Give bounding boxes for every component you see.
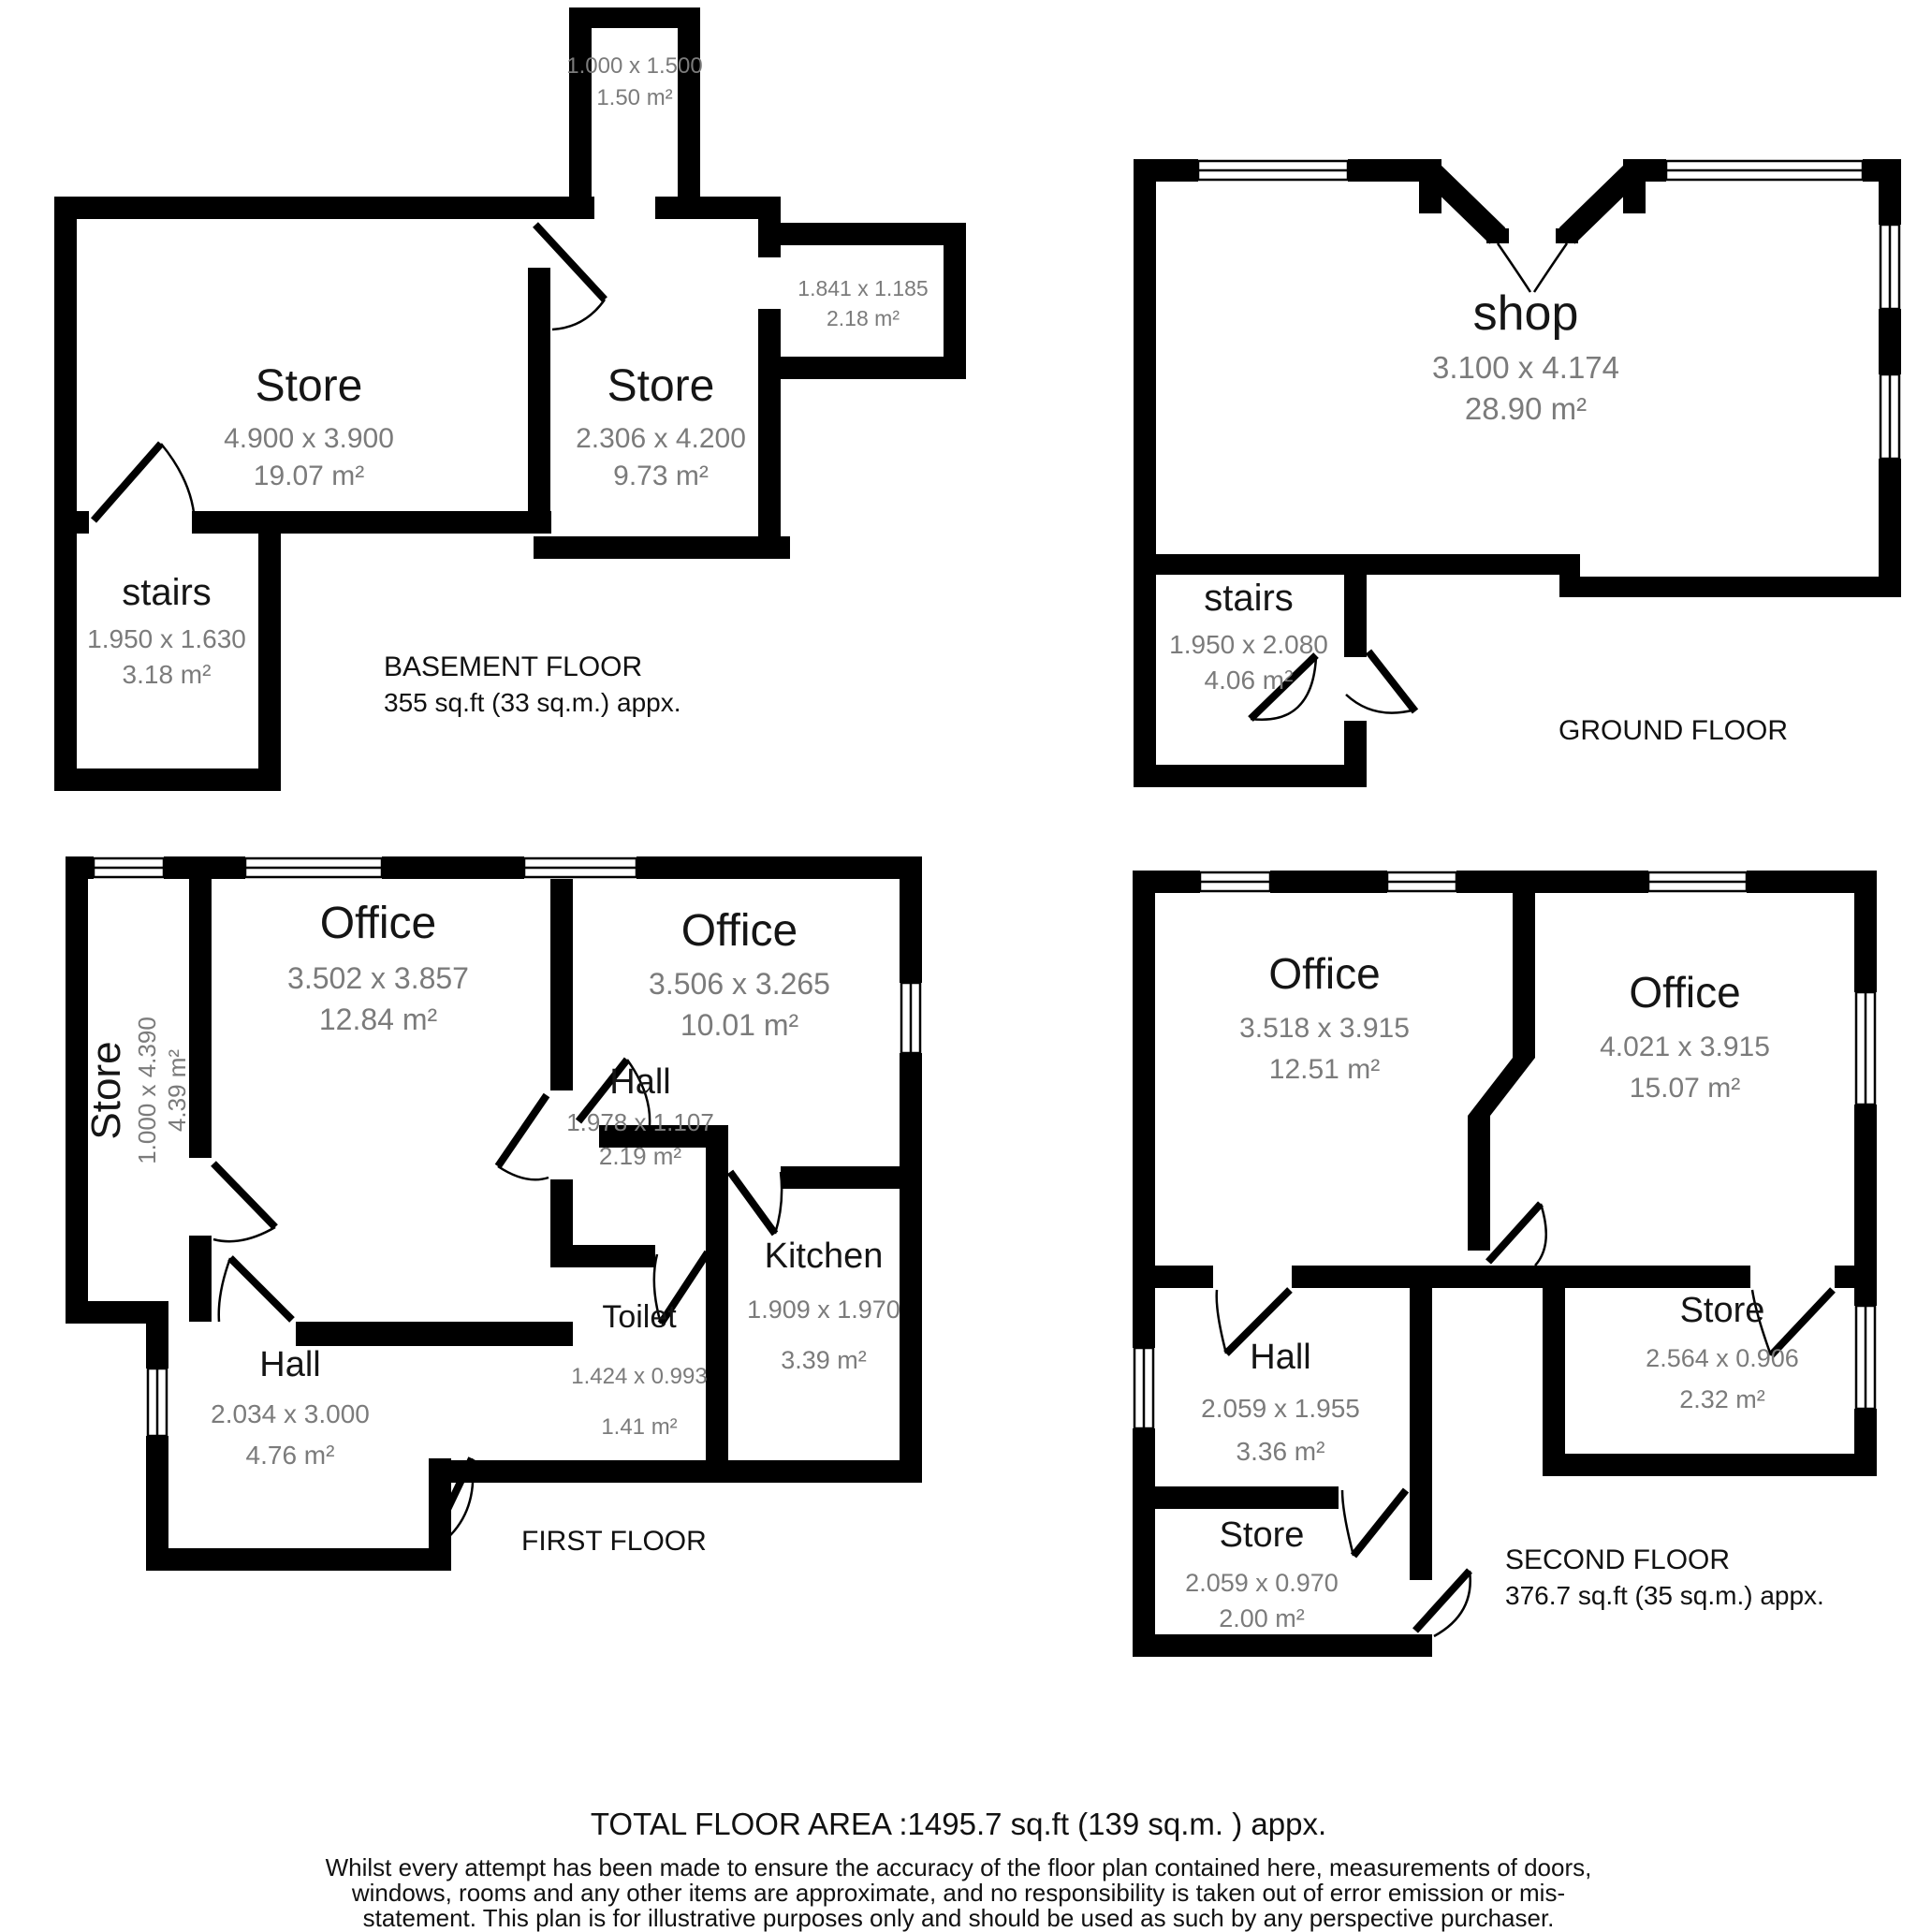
door-leaf — [730, 1172, 775, 1234]
room-dims: 1.978 x 1.107 — [566, 1108, 714, 1136]
window — [148, 1368, 167, 1436]
window — [1856, 1306, 1875, 1409]
room-name: Store — [1679, 1291, 1765, 1330]
door-arc — [161, 444, 195, 532]
room-name: shop — [1472, 286, 1579, 341]
room-area: 12.51 m² — [1268, 1054, 1381, 1085]
window — [1200, 872, 1270, 891]
floor-caption: GROUND FLOOR — [1558, 715, 1789, 746]
room-dims: 1.000 x 4.390 — [133, 1017, 161, 1164]
door-arc — [775, 1172, 782, 1234]
door-leaf — [94, 444, 161, 520]
window — [245, 858, 382, 877]
entrance-door-leaf — [1534, 243, 1567, 292]
door-leaf — [230, 1258, 292, 1320]
room-name: Hall — [609, 1062, 671, 1102]
room-dims: 1.000 x 1.500 — [566, 53, 703, 79]
room-area: 19.07 m² — [253, 461, 365, 491]
ground-floor-plan — [1134, 159, 1901, 787]
floor-caption: FIRST FLOOR — [521, 1526, 707, 1557]
room-dims: 1.950 x 2.080 — [1169, 630, 1328, 659]
room-area: 3.39 m² — [781, 1346, 867, 1374]
second-labels — [1185, 949, 1824, 1632]
footer — [0, 1807, 1917, 1931]
first-floor-plan — [66, 856, 922, 1571]
room-dims: 2.564 x 0.906 — [1646, 1344, 1799, 1372]
room-name: Store — [607, 361, 715, 411]
room-dims: 4.021 x 3.915 — [1600, 1032, 1770, 1062]
door-arc — [1217, 1290, 1226, 1354]
basement-labels — [87, 53, 929, 717]
room-dims: 1.841 x 1.185 — [798, 276, 929, 300]
room-dims: 1.424 x 0.993 — [571, 1364, 708, 1389]
room-area: 9.73 m² — [613, 461, 709, 491]
room-area: 4.76 m² — [245, 1441, 335, 1470]
window — [1880, 225, 1899, 309]
room-name: Hall — [1250, 1338, 1311, 1377]
window — [1387, 872, 1456, 891]
room-area: 15.07 m² — [1629, 1073, 1741, 1104]
room-dims: 3.100 x 4.174 — [1432, 350, 1619, 385]
room-dims: 3.518 x 3.915 — [1239, 1013, 1410, 1044]
disclaimer-line-1: Whilst every attempt has been made to ensure the accuracy of the floor plan contained here, measurements of doors, — [325, 1853, 1592, 1881]
room-name: Office — [680, 906, 798, 956]
door-leaf — [1354, 1490, 1406, 1556]
window — [94, 858, 164, 877]
room-area: 1.41 m² — [601, 1414, 678, 1440]
ground-labels — [1169, 286, 1788, 746]
room-dims: 2.306 x 4.200 — [576, 423, 746, 454]
door-leaf — [213, 1164, 275, 1227]
entrance-door-leaf — [1498, 243, 1530, 292]
room-name: Hall — [259, 1345, 321, 1384]
room-dims: 3.506 x 3.265 — [649, 967, 830, 1001]
floor-caption-area: 355 sq.ft (33 sq.m.) appx. — [384, 688, 681, 717]
room-area: 2.00 m² — [1219, 1604, 1305, 1632]
room-dims: 3.502 x 3.857 — [287, 961, 469, 995]
room-area: 2.18 m² — [827, 306, 900, 330]
room-dims: 1.950 x 1.630 — [87, 624, 246, 653]
room-area: 3.36 m² — [1236, 1437, 1325, 1466]
window — [1648, 872, 1747, 891]
room-dims: 1.909 x 1.970 — [747, 1295, 900, 1324]
room-area: 28.90 m² — [1464, 391, 1588, 426]
first-walls — [66, 856, 922, 1571]
room-name: Store — [1219, 1515, 1305, 1555]
room-area: 3.18 m² — [122, 660, 212, 689]
room-name: Kitchen — [764, 1237, 884, 1276]
window — [1880, 374, 1899, 459]
window — [524, 858, 637, 877]
room-name: stairs — [1204, 578, 1294, 619]
window — [1856, 992, 1875, 1105]
door-arc — [1342, 1490, 1354, 1556]
room-name: Office — [1268, 949, 1381, 998]
floor-caption: SECOND FLOOR — [1505, 1544, 1731, 1575]
disclaimer-line-2: windows, rooms and any other items are approximate, and no responsibility is taken out of error emission or mis- — [351, 1879, 1566, 1907]
disclaimer-line-3: statement. This plan is for illustrative purposes only and should be used as such by any perspective purchaser. — [362, 1904, 1555, 1932]
door-leaf — [1368, 651, 1415, 711]
room-area: 12.84 m² — [318, 1003, 438, 1036]
door-arc — [552, 300, 605, 329]
door-leaf — [1488, 1204, 1541, 1262]
window — [1198, 161, 1348, 180]
room-area: 4.39 m² — [163, 1048, 191, 1133]
room-dims: 2.034 x 3.000 — [211, 1399, 370, 1428]
door-leaf — [498, 1095, 547, 1166]
second-floor-plan — [1133, 871, 1877, 1657]
basement-floor-plan — [54, 7, 966, 791]
room-area: 10.01 m² — [680, 1008, 799, 1042]
door-arc — [219, 1258, 230, 1322]
window — [1666, 161, 1863, 180]
floor-caption-area: 376.7 sq.ft (35 sq.m.) appx. — [1505, 1581, 1824, 1610]
door-arc — [213, 1227, 275, 1241]
room-name: stairs — [122, 572, 212, 613]
window — [1134, 1348, 1153, 1428]
floor-caption: BASEMENT FLOOR — [384, 651, 643, 682]
window — [901, 983, 920, 1053]
room-area: 2.32 m² — [1679, 1385, 1765, 1413]
room-name: Store — [255, 361, 363, 411]
room-name: Office — [1629, 968, 1741, 1017]
total-floor-area: TOTAL FLOOR AREA :1495.7 sq.ft (139 sq.m. ) appx. — [590, 1807, 1327, 1841]
room-name: Toilet — [602, 1299, 677, 1335]
room-dims: 4.900 x 3.900 — [224, 423, 394, 454]
room-dims: 2.059 x 1.955 — [1201, 1394, 1360, 1423]
room-name: Store — [83, 1041, 129, 1140]
room-area: 2.19 m² — [598, 1142, 682, 1170]
room-name: Office — [319, 899, 437, 948]
room-dims: 2.059 x 0.970 — [1185, 1569, 1339, 1597]
room-area: 1.50 m² — [596, 85, 673, 110]
door-arc — [498, 1166, 549, 1179]
room-area: 4.06 m² — [1204, 666, 1294, 695]
